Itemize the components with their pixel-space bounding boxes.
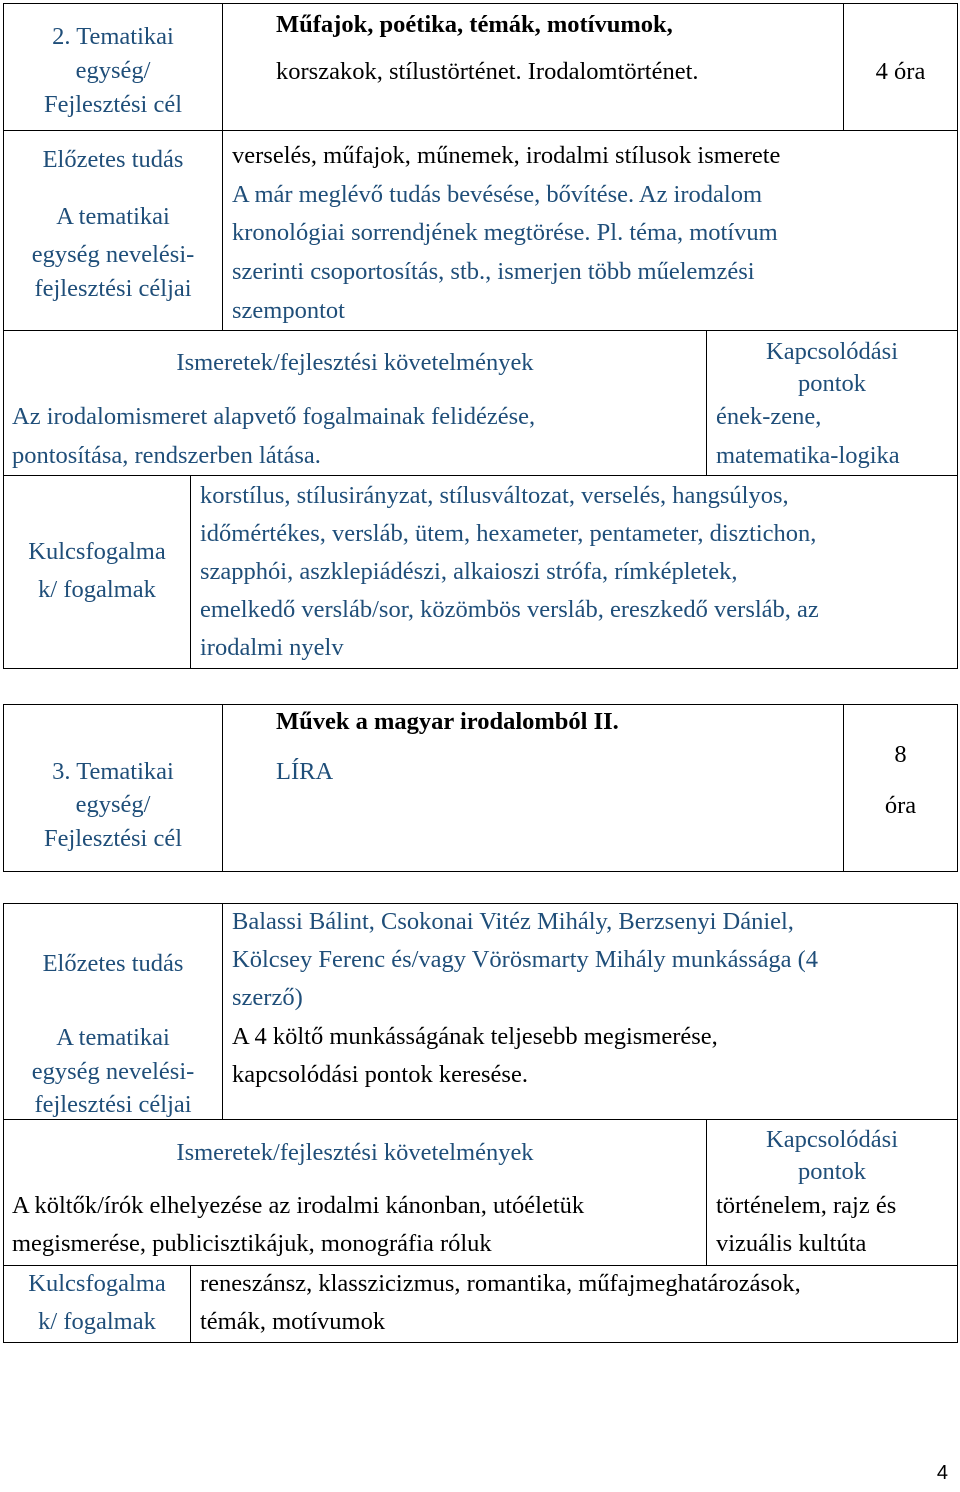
unit3-prior-label: Előzetes tudás: [42, 950, 184, 977]
key-line: emelkedő versláb/sor, közömbös versláb, ereszkedő versláb, az: [200, 596, 819, 623]
title-line: LÍRA: [276, 758, 334, 785]
hours-line: 8: [894, 741, 907, 768]
links-line: ének-zene,: [716, 403, 822, 430]
unit3-req-header: Ismeretek/fejlesztési követelmények: [176, 1139, 534, 1166]
label-line: k/ fogalmak: [38, 1308, 156, 1335]
links-line: történelem, rajz és: [716, 1192, 897, 1219]
divider: [3, 330, 958, 331]
goals-line: kronológiai sorrendjének megtörése. Pl. téma, motívum: [232, 219, 778, 246]
divider: [190, 1265, 191, 1343]
goals-line: szempontot: [232, 297, 345, 324]
key-line: időmértékes, versláb, ütem, hexameter, pentameter, disztichon,: [200, 520, 817, 547]
hours-line: óra: [884, 792, 917, 819]
divider: [3, 130, 958, 131]
links-line: vizuális kultúta: [716, 1230, 867, 1257]
key-line: reneszánsz, klasszicizmus, romantika, műfajmeghatározások,: [200, 1270, 801, 1297]
unit2-req-header: Ismeretek/fejlesztési követelmények: [176, 349, 534, 376]
title-line: Művek a magyar irodalomból II.: [276, 708, 619, 735]
heading-line: 2. Tematikai: [52, 23, 174, 50]
heading-line: 3. Tematikai: [52, 758, 174, 785]
header-line: Kapcsolódási: [766, 338, 898, 365]
req-line: A költők/írók elhelyezése az irodalmi kánonban, utóéletük: [12, 1192, 585, 1219]
divider: [222, 903, 223, 1119]
label-line: Kulcsfogalma: [28, 538, 166, 565]
divider: [222, 704, 223, 872]
page-number: 4: [936, 1462, 948, 1484]
req-line: pontosítása, rendszerben látása.: [12, 442, 321, 469]
header-line: pontok: [797, 1158, 867, 1185]
heading-line: egység/: [75, 791, 151, 818]
unit2-hours: 4 óra: [875, 58, 926, 85]
goals-line: szerinti csoportosítás, stb., ismerjen több műelemzési: [232, 258, 755, 285]
header-line: Kapcsolódási: [766, 1126, 898, 1153]
req-line: megismerése, publicisztikájuk, monográfia róluk: [12, 1230, 492, 1257]
title-line: Műfajok, poétika, témák, motívumok,: [276, 11, 673, 38]
label-line: egység nevelési-: [31, 241, 195, 268]
unit2-prior-text: verselés, műfajok, műnemek, irodalmi stílusok ismerete: [232, 142, 781, 169]
header-line: pontok: [797, 370, 867, 397]
req-line: Az irodalomismeret alapvető fogalmainak felidézése,: [12, 403, 536, 430]
divider: [190, 475, 191, 669]
unit2-prior-label: Előzetes tudás: [42, 146, 184, 173]
title-line: korszakok, stílustörténet. Irodalomtörténet.: [276, 58, 699, 85]
divider: [3, 475, 958, 476]
heading-line: Fejlesztési cél: [43, 825, 183, 852]
key-line: korstílus, stílusirányzat, stílusváltozat, verselés, hangsúlyos,: [200, 482, 789, 509]
prior-line: Balassi Bálint, Csokonai Vitéz Mihály, Berzsenyi Dániel,: [232, 908, 794, 935]
heading-line: egység/: [75, 57, 151, 84]
label-line: egység nevelési-: [31, 1058, 195, 1085]
key-line: irodalmi nyelv: [200, 634, 344, 661]
divider: [222, 3, 223, 330]
label-line: Kulcsfogalma: [28, 1270, 166, 1297]
prior-line: szerző): [232, 984, 303, 1011]
label-line: A tematikai: [56, 1024, 170, 1051]
goals-line: kapcsolódási pontok keresése.: [232, 1061, 528, 1088]
label-line: fejlesztési céljai: [34, 1091, 192, 1118]
key-line: témák, motívumok: [200, 1308, 386, 1335]
heading-line: Fejlesztési cél: [43, 91, 183, 118]
label-line: A tematikai: [56, 203, 170, 230]
prior-line: Kölcsey Ferenc és/vagy Vörösmarty Mihály munkássága (4: [232, 946, 819, 973]
label-line: k/ fogalmak: [38, 576, 156, 603]
label-line: fejlesztési céljai: [34, 275, 192, 302]
links-line: matematika-logika: [716, 442, 900, 469]
goals-line: A 4 költő munkásságának teljesebb megismerése,: [232, 1023, 718, 1050]
key-line: szapphói, aszklepiádészi, alkaioszi strófa, rímképletek,: [200, 558, 738, 585]
goals-line: A már meglévő tudás bevésése, bővítése. Az irodalom: [232, 181, 763, 208]
